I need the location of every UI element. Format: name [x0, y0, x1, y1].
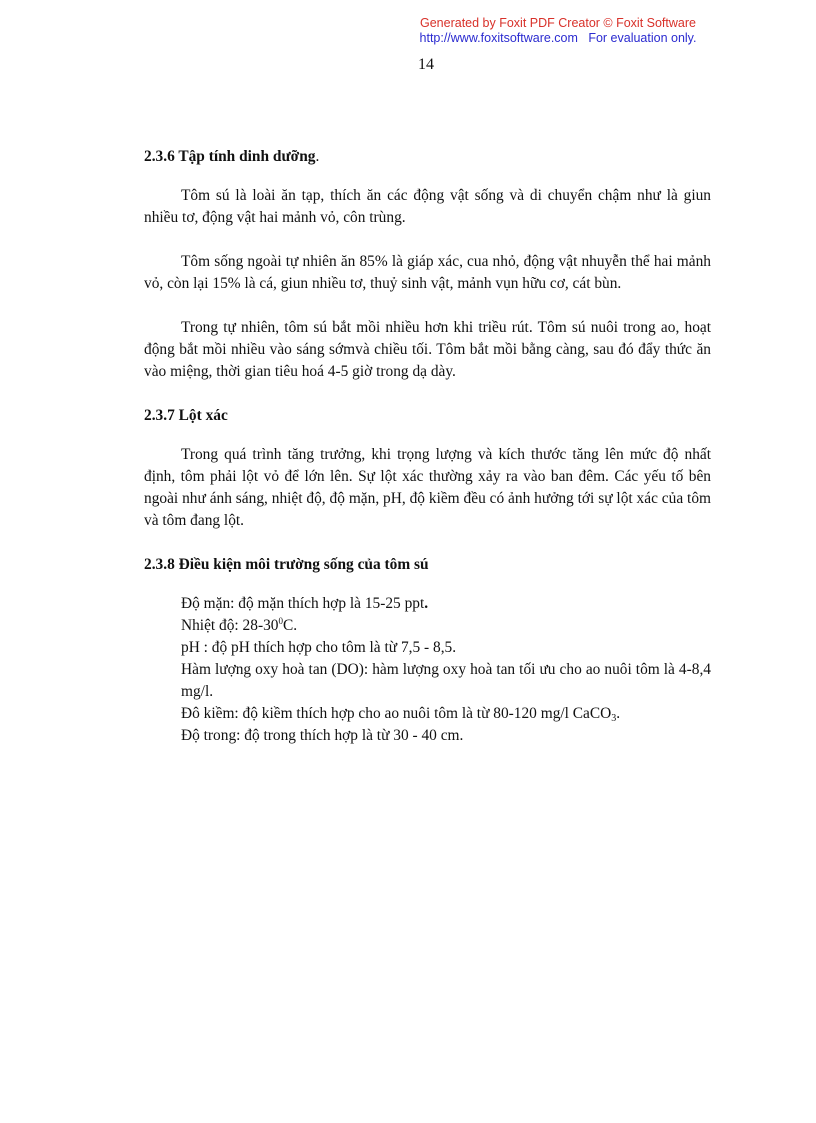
- degree-superscript: 0: [278, 616, 283, 626]
- condition-ph: pH : độ pH thích hợp cho tôm là từ 7,5 - 8,5.: [181, 639, 457, 656]
- section-2-3-8-heading: 2.3.8 Điều kiện môi trường sống của tôm sú: [144, 556, 429, 573]
- paragraph-feeding-behavior: Trong tự nhiên, tôm sú bắt mồi nhiều hơn khi triều rút. Tôm sú nuôi trong ao, hoạt động bắt mồi nhiều vào sáng sớmvà chiều tối. Tôm bắt mồi bằng càng, sau đó đẩy thức ăn vào miệng, thời gian tiêu hoá 4-5 giờ trong dạ dày.: [144, 319, 711, 380]
- section-heading-period: .: [315, 148, 320, 165]
- section-heading-text: 2.3.6 Tập tính dinh dưỡng: [144, 148, 316, 165]
- salinity-period: .: [424, 595, 429, 612]
- section-2-3-6-heading: [144, 146, 711, 168]
- alkalinity-period: .: [616, 705, 621, 722]
- paragraph-molting: Trong quá trình tăng trưởng, khi trọng lượng và kích thước tăng lên mức độ nhất định, tôm phải lột vỏ để lớn lên. Sự lột xác thường xảy ra vào ban đêm. Các yếu tố bên ngoài như ánh sáng, nhiệt độ, độ mặn, pH, độ kiềm đều có ảnh hưởng tới sự lột xác của tôm và tôm đang lột.: [144, 446, 711, 529]
- condition-alkalinity: [181, 703, 711, 725]
- alkalinity-text: Đô kiềm: độ kiềm thích hợp cho ao nuôi tôm là từ 80-120 mg/l CaCO: [181, 705, 612, 722]
- page-number: 14: [418, 56, 434, 73]
- foxit-watermark: [408, 16, 708, 46]
- document-body: [144, 146, 711, 747]
- watermark-line-2: http://www.foxitsoftware.com For evaluation only.: [419, 31, 697, 45]
- section-2-3-7-heading: 2.3.7 Lột xác: [144, 407, 228, 424]
- condition-dissolved-oxygen: Hàm lượng oxy hoà tan (DO): hàm lượng oxy hoà tan tối ưu cho ao nuôi tôm là 4-8,4 mg/l.: [181, 661, 711, 700]
- temperature-unit: C.: [282, 617, 298, 634]
- condition-clarity: Độ trong: độ trong thích hợp là từ 30 - 40 cm.: [181, 727, 464, 744]
- condition-temperature: [181, 615, 711, 637]
- caco3-subscript: 3: [611, 713, 617, 724]
- environment-conditions-list: [144, 593, 711, 747]
- watermark-line-1: Generated by Foxit PDF Creator © Foxit Software: [420, 16, 696, 30]
- paragraph-diet: Tôm sú là loài ăn tạp, thích ăn các động vật sống và di chuyển chậm như là giun nhiều tơ, động vật hai mảnh vỏ, côn trùng.: [144, 187, 711, 226]
- temperature-text: Nhiệt độ: 28-30: [181, 617, 279, 634]
- condition-salinity: [181, 593, 711, 615]
- paragraph-wild-diet: Tôm sống ngoài tự nhiên ăn 85% là giáp xác, cua nhỏ, động vật nhuyễn thể hai mảnh vỏ, còn lại 15% là cá, giun nhiều tơ, thuỷ sinh vật, mảnh vụn hữu cơ, cát bùn.: [144, 253, 711, 292]
- salinity-text: Độ mặn: độ mặn thích hợp là 15-25 ppt: [181, 595, 425, 612]
